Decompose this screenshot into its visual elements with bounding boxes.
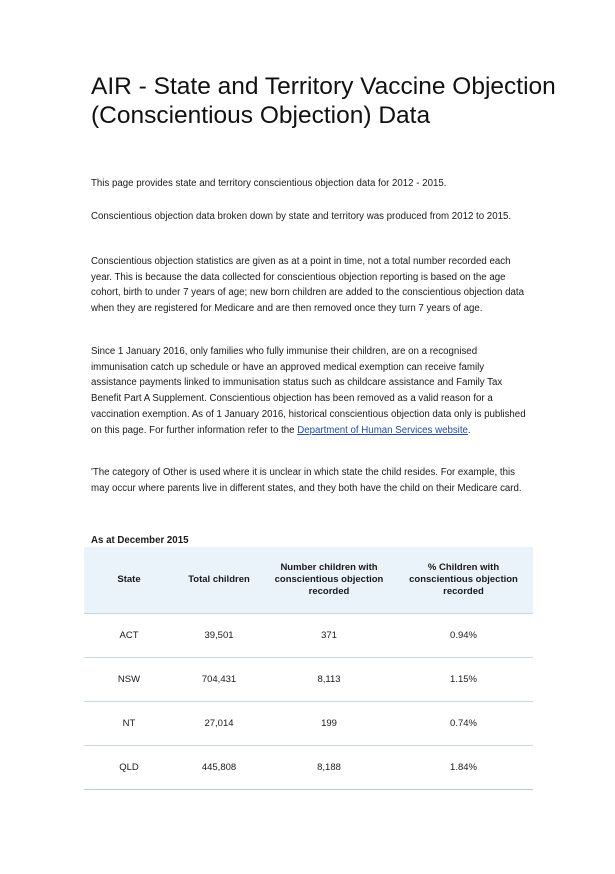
intro-paragraph-5: 'The category of Other is used where it is unclear in which state the child resides. For example, this may occur where parents live in different states, and they both have the child on their Medicare card. xyxy=(91,467,522,494)
cell-state: QLD xyxy=(84,746,174,790)
header-percent-objection: % Children with conscientious objection recorded xyxy=(394,547,533,614)
cell-number-objection: 8,113 xyxy=(264,658,394,702)
cell-total-children: 704,431 xyxy=(174,658,264,702)
cell-state: NT xyxy=(84,702,174,746)
cell-percent-objection: 0.74% xyxy=(394,702,533,746)
header-total-children: Total children xyxy=(174,547,264,614)
intro-paragraph-2: Conscientious objection data broken down by state and territory was produced from 2012 to 2015. xyxy=(91,211,512,222)
paragraph-4-text: Since 1 January 2016, only families who fully immunise their children, are on a recognised immunisation catch up schedule or have an approved medical exemption can receive family assistance payments linked to immunisation status such as childcare assistance and Family Tax Benefit Part A Supplement. Conscientious objection has been removed as a valid reason for a vaccination exemption. As of 1 January 2016, historical conscientious objection data only is published on this page. For further information refer to the xyxy=(91,346,526,436)
cell-number-objection: 8,188 xyxy=(264,746,394,790)
intro-paragraph-4 xyxy=(91,344,531,438)
cell-total-children: 27,014 xyxy=(174,702,264,746)
table-row xyxy=(84,702,533,746)
intro-paragraph-1: This page provides state and territory conscientious objection data for 2012 - 2015. xyxy=(91,178,447,189)
cell-total-children: 445,808 xyxy=(174,746,264,790)
table-row xyxy=(84,614,533,658)
cell-percent-objection: 0.94% xyxy=(394,614,533,658)
cell-number-objection: 371 xyxy=(264,614,394,658)
table-header-row xyxy=(84,547,533,614)
table-row xyxy=(84,746,533,790)
cell-percent-objection: 1.15% xyxy=(394,658,533,702)
cell-state: ACT xyxy=(84,614,174,658)
header-state: State xyxy=(84,547,174,614)
cell-total-children: 39,501 xyxy=(174,614,264,658)
cell-number-objection: 199 xyxy=(264,702,394,746)
paragraph-4-end: . xyxy=(467,424,471,436)
department-of-human-services-link[interactable]: Department of Human Services website xyxy=(297,424,468,436)
table-caption: As at December 2015 xyxy=(91,535,189,546)
intro-paragraph-3: Conscientious objection statistics are given as at a point in time, not a total number recorded each year. This is because the data collected for conscientious objection reporting is based on the age cohort, birth to under 7 years of age; new born children are added to the conscientious objection data when they are registered for Medicare and are then removed once they turn 7 years of age. xyxy=(91,256,524,315)
header-number-objection: Number children with conscientious objection recorded xyxy=(264,547,394,614)
table-row xyxy=(84,658,533,702)
page-title: AIR - State and Territory Vaccine Objection (Conscientious Objection) Data xyxy=(91,73,556,129)
objection-data-table xyxy=(84,547,533,790)
cell-state: NSW xyxy=(84,658,174,702)
cell-percent-objection: 1.84% xyxy=(394,746,533,790)
